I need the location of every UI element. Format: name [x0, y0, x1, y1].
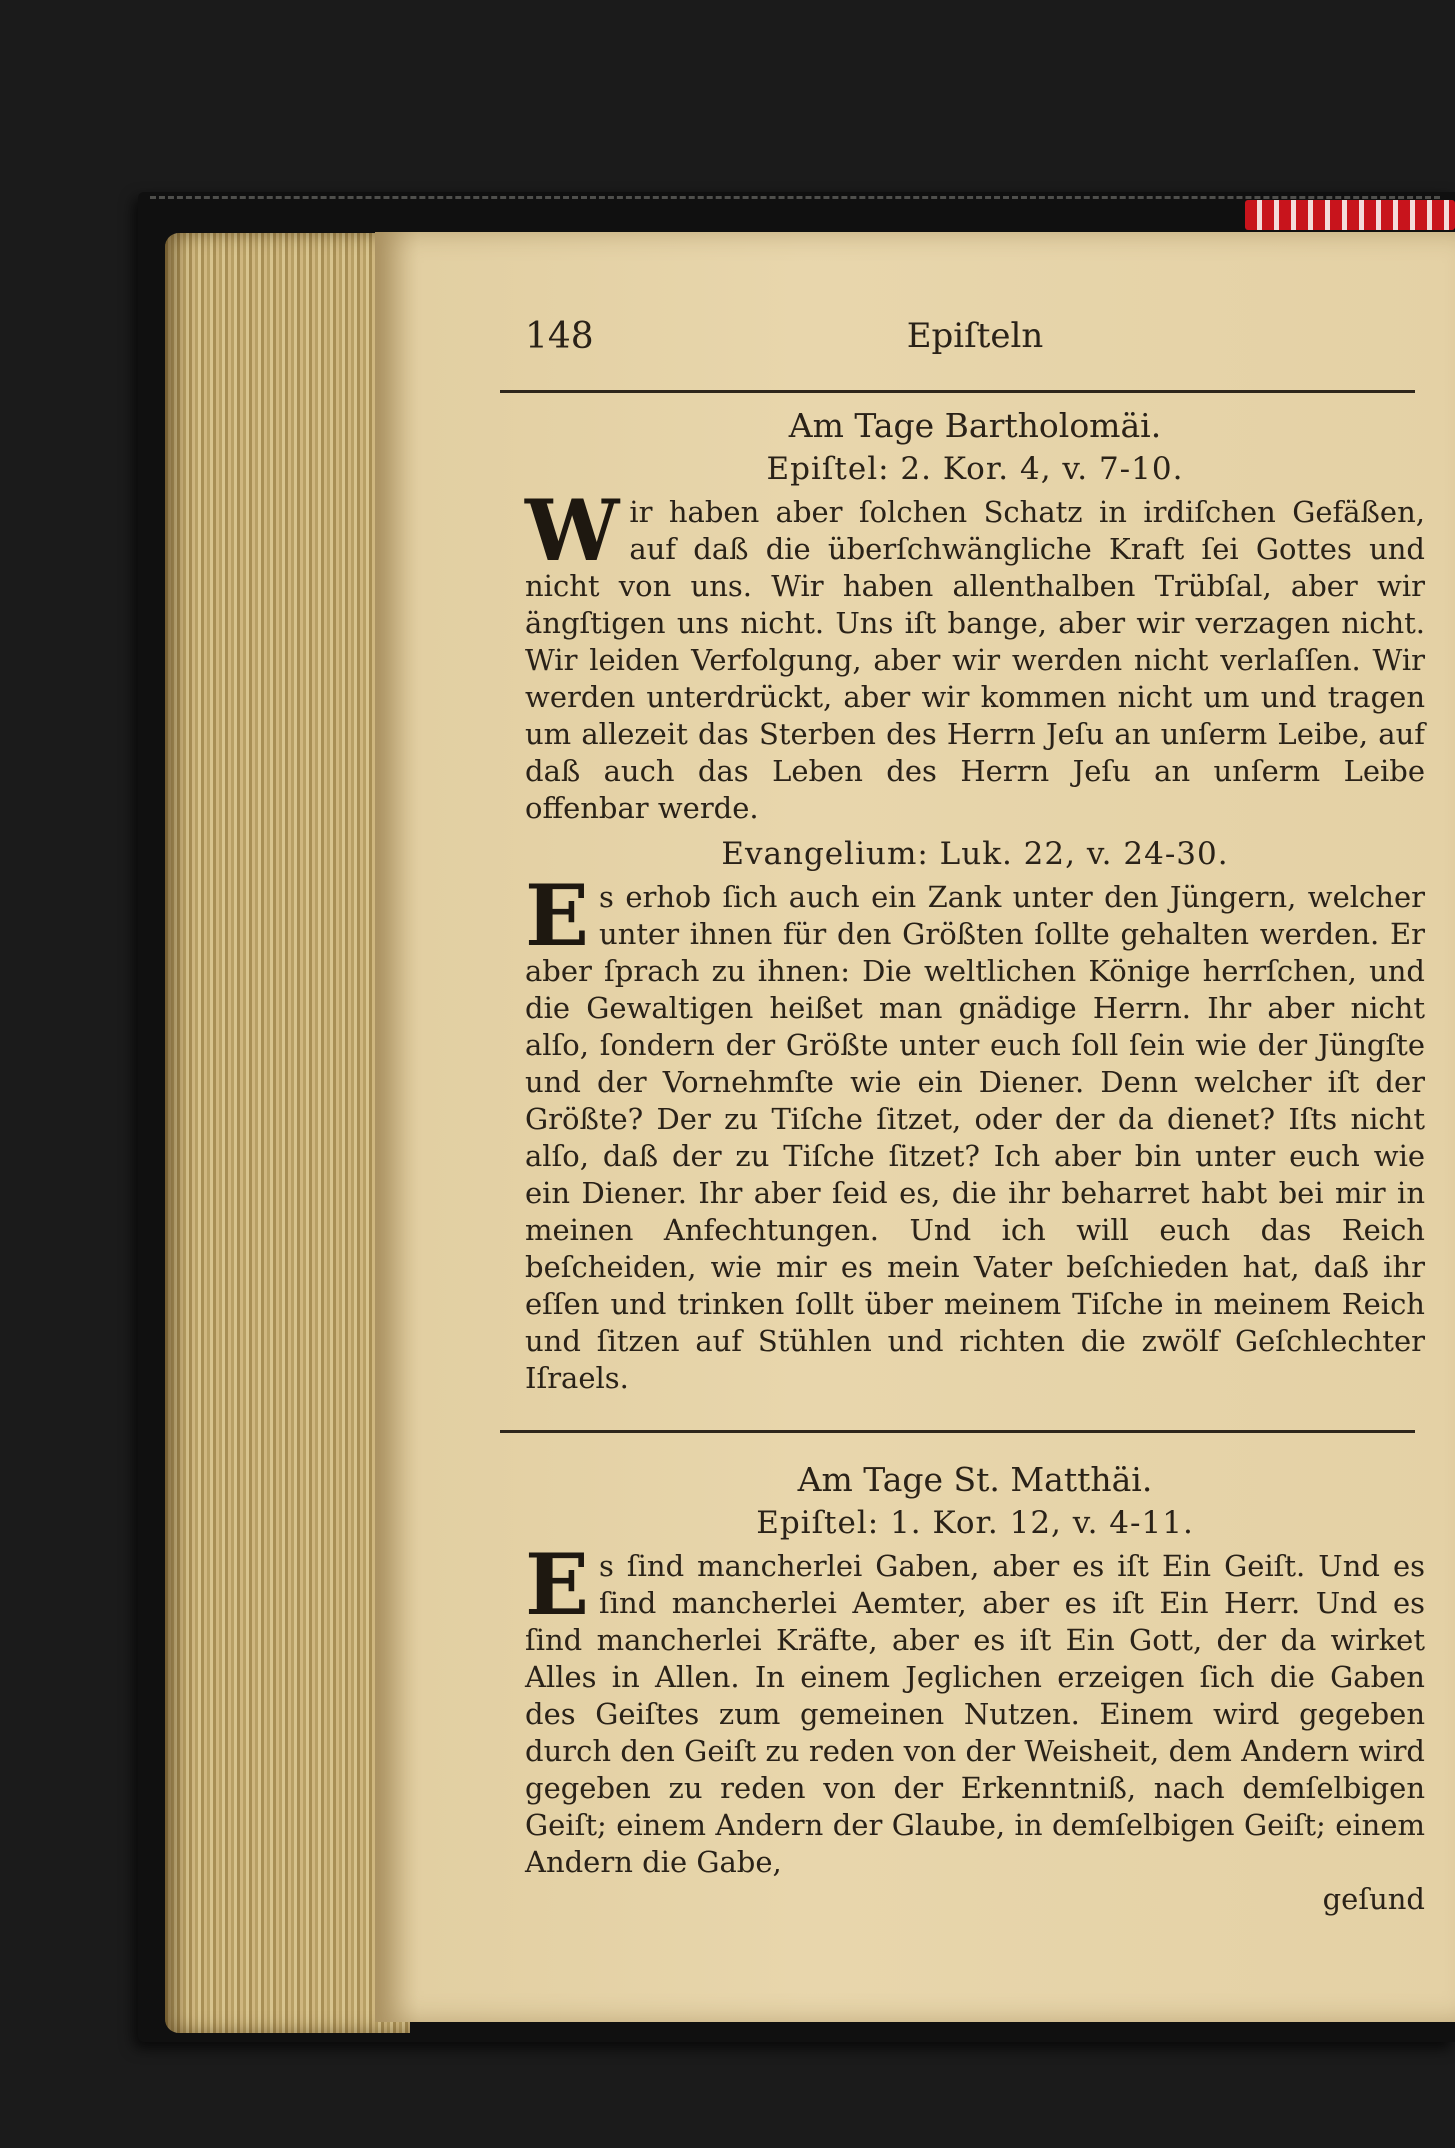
epistle-text: ir haben aber ſolchen Schatz in irdiſchen Gefäßen, auf daß die überſchwängliche Kraft ſei Gottes und nicht von uns. Wir haben allenthalben Trübſal, aber wir ängſtigen uns nicht. Uns iſt bange, aber wir verzagen nicht. Wir leiden Verfolgung, aber wir werden nicht verlaſſen. Wir werden unterdrückt, aber wir kommen nicht um und tragen um allezeit das Sterben des Herrn Jeſu an unſerm Leibe, auf daß auch das Leben des Herrn Jeſu an unſerm Leibe offenbar werde.: [525, 495, 1425, 825]
page-edges: [165, 233, 410, 2033]
running-title: Epiſteln: [906, 316, 1044, 356]
section-heading: Am Tage St. Matthäi.: [797, 1460, 1153, 1499]
cover-stitching: [150, 196, 1440, 199]
drop-cap: W: [525, 481, 620, 580]
epistle-paragraph: [525, 1535, 1425, 1881]
gospel-text: s erhob ſich auch ein Zank unter den Jüngern, welcher unter ihnen für den Größten ſollte gehalten werden. Er aber ſprach zu ihnen: Die weltlichen Könige herrſchen, und die Gewaltigen heißet man gnädige Herrn. Ihr aber nicht alſo, ſondern der Größte unter euch ſoll ſein wie der Jüngſte und der Vornehmſte wie ein Diener. Denn welcher iſt der Größte? Der zu Tiſche ſitzet, oder der da dienet? Iſts nicht alſo, daß der zu Tiſche ſitzet? Ich aber bin unter euch wie ein Diener. Ihr aber ſeid es, die ihr beharret habt bei mir in meinen Anfechtungen. Und ich will euch das Reich beſcheiden, wie mir es mein Vater beſchieden hat, daß ihr eſſen und trinken ſollt über meinem Tiſche in meinem Reich und ſitzen auf Stühlen und richten die zwölf Geſchlechter Iſraels.: [525, 880, 1425, 1395]
epistle-reference: Epiſtel: 2. Kor. 4, v. 7-10.: [766, 451, 1184, 487]
drop-cap: E: [525, 1535, 590, 1634]
section-matthew: [525, 1458, 1425, 1918]
gospel-reference: Evangelium: Luk. 22, v. 24-30.: [721, 836, 1229, 872]
epistle-reference: Epiſtel: 1. Kor. 12, v. 4-11.: [756, 1505, 1194, 1541]
section-heading: Am Tage Bartholomäi.: [788, 406, 1162, 445]
epistle-paragraph: [525, 481, 1425, 827]
drop-cap: E: [525, 866, 590, 965]
page-header: [525, 318, 1425, 364]
section-divider: [500, 1430, 1415, 1433]
page-number: 148: [525, 316, 594, 357]
gospel-paragraph: [525, 866, 1425, 1397]
bookmark-ribbon: [1245, 200, 1455, 230]
catchword: geſund: [1322, 1882, 1425, 1916]
section-bartholomew: [525, 404, 1425, 1397]
epistle-text: s ſind mancherlei Gaben, aber es iſt Ein Geiſt. Und es ſind mancherlei Aemter, aber es iſt Ein Herr. Und es ſind mancherlei Kräfte, aber es iſt Ein Gott, der da wirket Alles in Allen. In einem Jeglichen erzeigen ſich die Gaben des Geiſtes zum gemeinen Nutzen. Einem wird gegeben durch den Geiſt zu reden von der Weisheit, dem Andern wird gegeben zu reden von der Erkenntniß, nach demſelbigen Geiſt; einem Andern der Glaube, in demſelbigen Geiſt; einem Andern die Gabe,: [525, 1549, 1425, 1879]
header-rule: [500, 390, 1415, 393]
